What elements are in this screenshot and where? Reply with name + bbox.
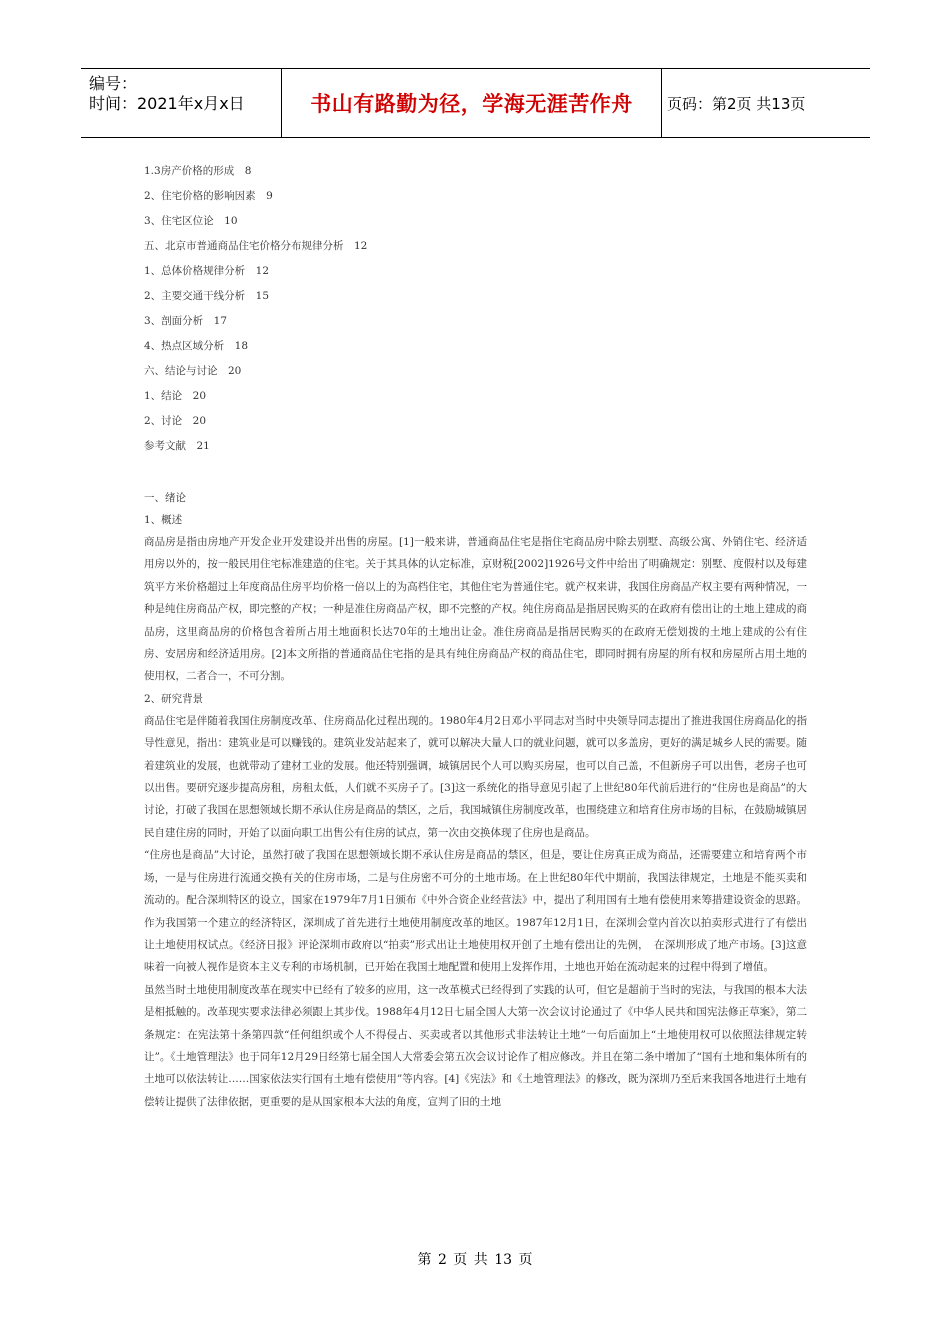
subsection-heading-background: 2、研究背景 [144,692,204,705]
toc-item[interactable]: 参考文献 21 [144,440,210,452]
toc-item[interactable]: 3、剖面分析 17 [144,315,228,327]
subsection-heading-overview: 1、概述 [144,514,183,526]
header-page-info: 页码：第2页 共13页 [667,94,806,113]
paragraph-overview: 商品房是指由房地产开发企业开发建设并出售的房屋。[1]一般来讲，普通商品住宅是指住宅商品房中除去别墅、高级公寓、外销住宅、经济适用房以外的，按一般民用住宅标准建造的住宅。关于其具体的认定标准，京财税[2002]1926号文件中给出了明确规定：别墅、度假村以及每建筑平方米价格超过上年度商品住房平均价格一倍以上的为高档住宅，其他住宅为普通住宅。就产权来讲，我国住房商品产权主要有两种情况，一种是纯住房商品产权，即完整的产权；一种是准住房商品产权，即不完整的产权。纯住房商品是指居民购买的在政府有偿出让的土地上建成的商品房，这里商品房的价格包含着所占用土地面积长达70年的土地出让金。准住房商品是指居民购买的在政府无偿划拨的土地上建成的公有住房、安居房和经济适用房。[2]本文所指的普通商品住宅指的是具有纯住房商品产权的商品住宅，即同时拥有房屋的所有权和房屋所占用土地的使用权，二者合一，不可分割。 [144,536,807,683]
header-motto: 书山有路勤为径，学海无涯苦作舟 [310,92,633,116]
paragraph-background-2: “住房也是商品”大讨论，虽然打破了我国在思想领域长期不承认住房是商品的禁区，但是，要让住房真正成为商品，还需要建立和培育两个市场，一是与住房进行流通交换有关的住房市场，二是与住房密不可分的土地市场。在上世纪80年代中期前，我国法律规定，土地是不能买卖和流动的。配合深圳特区的设立，国家在1979年7月1日颁布《中外合资企业经营法》中，提出了利用国有土地有偿使用来筹措建设资金的思路。作为我国第一个建立的经济特区，深圳成了首先进行土地使用制度改革的地区。1987年12月1日，在深圳会堂内首次以拍卖形式进行了有偿出让土地使用权试点。《经济日报》评论深圳市政府以“拍卖”形式出让土地使用权开创了土地有偿出让的先例， 在深圳形成了地产市场。[3]这意味着一向被人视作是资本主义专利的市场机制，已开始在我国土地配置和使用上发挥作用，土地也开始在流动起来的过程中得到了增值。 [144,849,807,974]
toc-item[interactable]: 1、结论 20 [144,390,207,402]
document-number-label: 编号： [89,74,138,93]
toc-item[interactable]: 1、总体价格规律分析 12 [144,265,270,277]
page-footer: 第 2 页 共 13 页 [417,1252,533,1268]
toc-item[interactable]: 五、北京市普通商品住宅价格分布规律分析 12 [144,240,368,252]
header-page-cell [662,69,870,137]
toc-item[interactable]: 3、住宅区位论 10 [144,215,238,227]
document-date-label: 时间：2021年x月x日 [89,94,245,113]
header-meta [81,69,282,137]
toc-item[interactable]: 六、结论与讨论 20 [144,365,242,377]
toc-item[interactable]: 2、主要交通干线分析 15 [144,290,270,302]
toc-item[interactable]: 2、讨论 20 [144,415,207,427]
table-of-contents [144,162,367,462]
section-heading: 一、绪论 [144,492,186,504]
toc-item[interactable]: 1.3房产价格的形成 8 [144,165,252,177]
page-header [81,68,870,138]
toc-item[interactable]: 4、热点区域分析 18 [144,340,249,352]
document-body [144,487,807,1113]
paragraph-background-1: 商品住宅是伴随着我国住房制度改革、住房商品化过程出现的。1980年4月2日邓小平同志对当时中央领导同志提出了推进我国住房商品化的指导性意见，指出：建筑业是可以赚钱的。建筑业发站起来了，就可以解决大量人口的就业问题，就可以多盖房，更好的满足城乡人民的需要。随着建筑业的发展，也就带动了建材工业的发展。他还特别强调，城镇居民个人可以购买房屋，也可以自己盖，不但新房子可以出售，老房子也可以出售。要研究逐步提高房租，房租太低，人们就不买房子了。[3]这一系统化的指导意见引起了上世纪80年代前后进行的“住房也是商品”的大讨论，打破了我国在思想领域长期不承认住房是商品的禁区，之后，我国城镇住房制度改革，也围绕建立和培育住房市场的目标，在鼓励城镇居民自建住房的同时，开始了以面向职工出售公有住房的试点，第一次由交换体现了住房也是商品。 [144,714,807,839]
toc-item[interactable]: 2、住宅价格的影响因素 9 [144,190,273,202]
header-motto-cell [282,69,662,137]
paragraph-background-3: 虽然当时土地使用制度改革在现实中已经有了较多的应用，这一改革模式已经得到了实践的认可，但它是超前于当时的宪法，与我国的根本大法是相抵触的。改革现实要求法律必须跟上其步伐。1988年4月12日七届全国人大第一次会议讨论通过了《中华人民共和国宪法修正草案》，第二条规定：在宪法第十条第四款“任何组织或个人不得侵占、买卖或者以其他形式非法转让土地”一句后面加上“土地使用权可以依照法律规定转让”。《土地管理法》也于同年12月29日经第七届全国人大常委会第五次会议讨论作了相应修改。并且在第二条中增加了“国有土地和集体所有的土地可以依法转让……国家依法实行国有土地有偿使用”等内容。[4]《宪法》和《土地管理法》的修改，既为深圳乃至后来我国各地进行土地有偿转让提供了法律依据，更重要的是从国家根本大法的角度，宣判了旧的土地 [144,983,807,1108]
